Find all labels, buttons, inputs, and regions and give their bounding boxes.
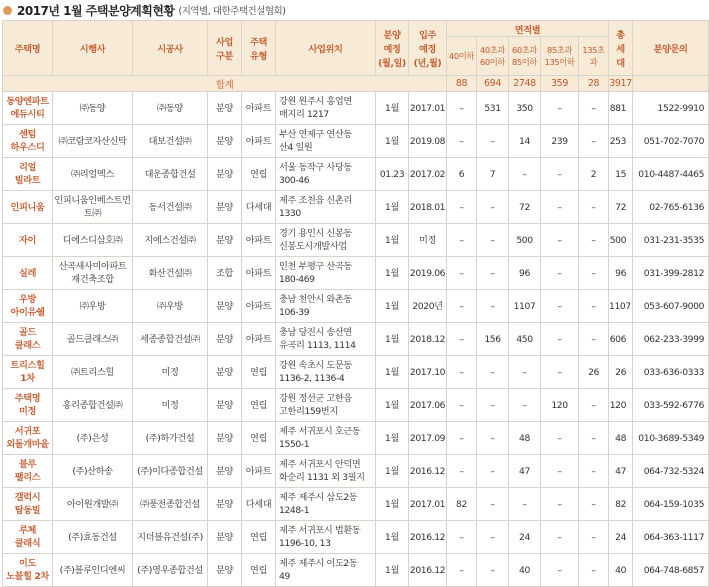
inquiry-phone-cell: 1522-9910 [633, 92, 709, 125]
area-4-cell: – [541, 191, 579, 224]
header-name: 주택명 [3, 21, 53, 76]
area-2-cell: – [477, 125, 509, 158]
area-1-cell: – [447, 455, 477, 488]
area-5-cell: – [579, 422, 609, 455]
developer-cell: 산곡새사미아파트 재건축조합 [53, 257, 133, 290]
header-developer: 시행사 [53, 21, 133, 76]
name-cell: 이도 노블힐 2차 [3, 554, 53, 587]
inquiry-phone-cell: 033-592-6776 [633, 389, 709, 422]
sale-month-cell: 1월 [376, 323, 409, 356]
area-1-cell: – [447, 521, 477, 554]
area-5-cell: 26 [579, 356, 609, 389]
move-in-cell: 2019.08 [409, 125, 447, 158]
housing-sales-table [2, 20, 709, 587]
header-move-in: 입주 예정 (년,월) [409, 21, 447, 76]
header-area-5: 135초과 [579, 37, 609, 76]
location-cell: 제주 서귀포시 법환동 1196-10, 13 [276, 521, 376, 554]
page-subtitle: (지역별, 대한주택건설협회) [178, 6, 286, 17]
housing-type-cell: 연립 [242, 389, 276, 422]
area-5-cell: – [579, 488, 609, 521]
name-cell: 동양엔파트 에듀시티 [3, 92, 53, 125]
area-2-cell: – [477, 224, 509, 257]
area-1-cell: 82 [447, 488, 477, 521]
builder-cell: (주)영우종합건설 [133, 554, 208, 587]
area-5-cell: – [579, 191, 609, 224]
developer-cell: ㈜트리스힐 [53, 356, 133, 389]
total-units-cell: 1107 [609, 290, 633, 323]
total-units-cell: 24 [609, 521, 633, 554]
area-3-cell: 47 [509, 455, 541, 488]
area-4-cell: – [541, 92, 579, 125]
inquiry-phone-cell: 064-732-5324 [633, 455, 709, 488]
move-in-cell: 2017.01 [409, 92, 447, 125]
area-1-cell: – [447, 422, 477, 455]
area-1-cell: – [447, 554, 477, 587]
table-row [3, 488, 709, 521]
area-1-cell: – [447, 356, 477, 389]
header-housing-type: 주택 유형 [242, 21, 276, 76]
total-units-cell: 15 [609, 158, 633, 191]
housing-type-cell: 아파트 [242, 92, 276, 125]
developer-cell: ㈜리얼멕스 [53, 158, 133, 191]
table-row [3, 92, 709, 125]
total-units-cell: 26 [609, 356, 633, 389]
housing-type-cell: 아파트 [242, 257, 276, 290]
area-4-cell: – [541, 224, 579, 257]
developer-cell: 골드클래스㈜ [53, 323, 133, 356]
business-type-cell: 분양 [208, 290, 242, 323]
area-4-cell: – [541, 554, 579, 587]
location-cell: 제주 제주시 삼도2동 1248-1 [276, 488, 376, 521]
inquiry-phone-cell: 062-233-3999 [633, 323, 709, 356]
area-1-cell: – [447, 257, 477, 290]
location-cell: 인천 부평구 산곡동 180-469 [276, 257, 376, 290]
header-area: 면적별 [447, 21, 609, 37]
builder-cell: 미정 [133, 356, 208, 389]
move-in-cell: 2018.12 [409, 323, 447, 356]
location-cell: 강원 정선군 고한읍 고한리159번지 [276, 389, 376, 422]
housing-type-cell: 아파트 [242, 455, 276, 488]
builder-cell: 미정 [133, 389, 208, 422]
total-units-cell: 47 [609, 455, 633, 488]
developer-cell: (주)은성 [53, 422, 133, 455]
builder-cell: 동서건설㈜ [133, 191, 208, 224]
sale-month-cell: 01.23 [376, 158, 409, 191]
area-1-cell: – [447, 191, 477, 224]
table-row [3, 125, 709, 158]
business-type-cell: 분양 [208, 455, 242, 488]
housing-type-cell: 다세대 [242, 191, 276, 224]
header-area-2: 40초과 60이하 [477, 37, 509, 76]
inquiry-phone-cell: 053-607-9000 [633, 290, 709, 323]
move-in-cell: 2017.06 [409, 389, 447, 422]
housing-type-cell: 아파트 [242, 224, 276, 257]
area-1-cell: – [447, 125, 477, 158]
move-in-cell: 2017.09 [409, 422, 447, 455]
business-type-cell: 분양 [208, 488, 242, 521]
table-row [3, 554, 709, 587]
total-units-cell: 82 [609, 488, 633, 521]
area-2-cell: – [477, 422, 509, 455]
header-area-3: 60초과 85이하 [509, 37, 541, 76]
move-in-cell: 2017.01 [409, 488, 447, 521]
business-type-cell: 분양 [208, 125, 242, 158]
developer-cell: (주)산하송 [53, 455, 133, 488]
business-type-cell: 분양 [208, 224, 242, 257]
sale-month-cell: 1월 [376, 290, 409, 323]
name-cell: 자이 [3, 224, 53, 257]
total-units-cell: 120 [609, 389, 633, 422]
name-cell: 갤럭시 탑동빌 [3, 488, 53, 521]
builder-cell: ㈜동양 [133, 92, 208, 125]
area-3-cell: 500 [509, 224, 541, 257]
name-cell: 트리스힐 1차 [3, 356, 53, 389]
business-type-cell: 분양 [208, 554, 242, 587]
area-4-cell: – [541, 158, 579, 191]
move-in-cell: 2017.02 [409, 158, 447, 191]
developer-cell: (주)효동건설 [53, 521, 133, 554]
area-5-cell: – [579, 521, 609, 554]
area-2-cell: – [477, 554, 509, 587]
move-in-cell: 2017.10 [409, 356, 447, 389]
name-cell: 우방 아이유쉘 [3, 290, 53, 323]
housing-type-cell: 연립 [242, 554, 276, 587]
name-cell: 인피니움 [3, 191, 53, 224]
sale-month-cell: 1월 [376, 257, 409, 290]
table-row [3, 158, 709, 191]
sale-month-cell: 1월 [376, 92, 409, 125]
area-4-cell: – [541, 422, 579, 455]
move-in-cell: 2020년 [409, 290, 447, 323]
inquiry-phone-cell: 02-765-6136 [633, 191, 709, 224]
area-2-cell: – [477, 488, 509, 521]
business-type-cell: 분양 [208, 389, 242, 422]
area-1-cell: – [447, 92, 477, 125]
sale-month-cell: 1월 [376, 422, 409, 455]
area-4-cell: – [541, 356, 579, 389]
sale-month-cell: 1월 [376, 224, 409, 257]
header-business-type: 사업 구분 [208, 21, 242, 76]
total-units-cell: 253 [609, 125, 633, 158]
business-type-cell: 분양 [208, 323, 242, 356]
move-in-cell: 미정 [409, 224, 447, 257]
developer-cell: 홍리종합건설㈜ [53, 389, 133, 422]
inquiry-phone-cell: 031-399-2812 [633, 257, 709, 290]
builder-cell: 화산건설㈜ [133, 257, 208, 290]
move-in-cell: 2019.06 [409, 257, 447, 290]
total-area-5: 28 [579, 76, 609, 92]
header-inquiry: 분양문의 [633, 21, 709, 76]
area-2-cell: – [477, 455, 509, 488]
area-1-cell: 6 [447, 158, 477, 191]
builder-cell: 세종종합건설㈜ [133, 323, 208, 356]
table-row [3, 257, 709, 290]
total-area-2: 694 [477, 76, 509, 92]
location-cell: 충남 당진시 송산면 유곡리 1113, 1114 [276, 323, 376, 356]
title-bar [0, 0, 709, 20]
area-4-cell: – [541, 455, 579, 488]
header-area-1: 40이하 [447, 37, 477, 76]
area-3-cell: – [509, 488, 541, 521]
total-units-cell: 500 [609, 224, 633, 257]
builder-cell: 대보건설㈜ [133, 125, 208, 158]
area-3-cell: – [509, 158, 541, 191]
builder-cell: (주)하가건설 [133, 422, 208, 455]
area-3-cell: 1107 [509, 290, 541, 323]
name-cell: 리얼 빌라트 [3, 158, 53, 191]
total-area-1: 88 [447, 76, 477, 92]
move-in-cell: 2016.12 [409, 554, 447, 587]
sale-month-cell: 1월 [376, 389, 409, 422]
location-cell: 제주 서귀포시 호근동 1550-1 [276, 422, 376, 455]
move-in-cell: 2016.12 [409, 521, 447, 554]
location-cell: 충남 천안시 와촌동 106-39 [276, 290, 376, 323]
builder-cell: 지더블유건설(주) [133, 521, 208, 554]
table-row [3, 290, 709, 323]
area-4-cell: – [541, 488, 579, 521]
area-2-cell: – [477, 191, 509, 224]
location-cell: 부산 연제구 연산동 산4 일원 [276, 125, 376, 158]
name-cell: 서귀포 외돌개마을 [3, 422, 53, 455]
business-type-cell: 분양 [208, 521, 242, 554]
developer-cell: ㈜코람코자산신탁 [53, 125, 133, 158]
inquiry-phone-cell: 010-3689-5349 [633, 422, 709, 455]
area-5-cell: – [579, 257, 609, 290]
developer-cell: 인피니움인베스트먼트㈜ [53, 191, 133, 224]
total-units-cell: 72 [609, 191, 633, 224]
developer-cell: (주)블루인디엔씨 [53, 554, 133, 587]
sale-month-cell: 1월 [376, 191, 409, 224]
table-row [3, 389, 709, 422]
sale-month-cell: 1월 [376, 488, 409, 521]
housing-type-cell: 아파트 [242, 290, 276, 323]
name-cell: 블루 팰리스 [3, 455, 53, 488]
table-row [3, 224, 709, 257]
area-1-cell: – [447, 323, 477, 356]
area-5-cell: – [579, 455, 609, 488]
area-2-cell: – [477, 290, 509, 323]
table-row [3, 521, 709, 554]
total-label: 합계 [3, 76, 447, 92]
area-2-cell: – [477, 257, 509, 290]
total-inquiry-empty [633, 76, 709, 92]
header-builder: 시공사 [133, 21, 208, 76]
page-title: 2017년 1월 주택분양계획현황 [17, 3, 175, 18]
move-in-cell: 2018.01 [409, 191, 447, 224]
area-3-cell: 24 [509, 521, 541, 554]
area-3-cell: 40 [509, 554, 541, 587]
inquiry-phone-cell: 064-748-6857 [633, 554, 709, 587]
table-row [3, 422, 709, 455]
housing-type-cell: 연립 [242, 422, 276, 455]
location-cell: 제주 조천읍 신촌리 1330 [276, 191, 376, 224]
area-5-cell: – [579, 92, 609, 125]
header-sale-month: 분양 예정 (월,일) [376, 21, 409, 76]
area-3-cell: – [509, 389, 541, 422]
area-5-cell: – [579, 125, 609, 158]
housing-type-cell: 다세대 [242, 488, 276, 521]
business-type-cell: 분양 [208, 356, 242, 389]
business-type-cell: 분양 [208, 92, 242, 125]
builder-cell: (주)이다종합건설 [133, 455, 208, 488]
location-cell: 경기 용인시 신봉동 신봉도시개발사업 [276, 224, 376, 257]
area-2-cell: – [477, 389, 509, 422]
housing-type-cell: 연립 [242, 521, 276, 554]
area-2-cell: 531 [477, 92, 509, 125]
area-5-cell: – [579, 290, 609, 323]
area-2-cell: – [477, 521, 509, 554]
area-4-cell: 120 [541, 389, 579, 422]
area-3-cell: 350 [509, 92, 541, 125]
area-3-cell: 48 [509, 422, 541, 455]
header-location: 사업위치 [276, 21, 376, 76]
inquiry-phone-cell: 033-636-0333 [633, 356, 709, 389]
area-4-cell: – [541, 323, 579, 356]
table-row [3, 455, 709, 488]
area-2-cell: 156 [477, 323, 509, 356]
name-cell: 골드 클래스 [3, 323, 53, 356]
business-type-cell: 조합 [208, 257, 242, 290]
total-units-cell: 40 [609, 554, 633, 587]
builder-cell: ㈜우방 [133, 290, 208, 323]
inquiry-phone-cell: 051-702-7070 [633, 125, 709, 158]
area-3-cell: 450 [509, 323, 541, 356]
total-row [3, 76, 709, 92]
area-5-cell: 2 [579, 158, 609, 191]
sale-month-cell: 1월 [376, 356, 409, 389]
total-units-cell: 48 [609, 422, 633, 455]
area-2-cell: 7 [477, 158, 509, 191]
location-cell: 강원 원주시 흥업면 매지리 1217 [276, 92, 376, 125]
area-1-cell: – [447, 389, 477, 422]
housing-type-cell: 아파트 [242, 125, 276, 158]
total-area-3: 2748 [509, 76, 541, 92]
area-5-cell: – [579, 554, 609, 587]
total-units-cell: 96 [609, 257, 633, 290]
total-units-cell: 881 [609, 92, 633, 125]
table-row [3, 191, 709, 224]
area-1-cell: – [447, 290, 477, 323]
inquiry-phone-cell: 064-363-1117 [633, 521, 709, 554]
area-5-cell: – [579, 224, 609, 257]
table-row [3, 356, 709, 389]
builder-cell: ㈜풍전종합건설 [133, 488, 208, 521]
name-cell: 루체 클래식 [3, 521, 53, 554]
area-3-cell: 14 [509, 125, 541, 158]
area-2-cell: – [477, 356, 509, 389]
location-cell: 서울 동작구 사당동 300-46 [276, 158, 376, 191]
developer-cell: 아이원개발㈜ [53, 488, 133, 521]
total-units-cell: 606 [609, 323, 633, 356]
name-cell: 실레 [3, 257, 53, 290]
area-5-cell: – [579, 323, 609, 356]
inquiry-phone-cell: 064-159-1035 [633, 488, 709, 521]
bullet-icon [3, 6, 12, 15]
header-area-4: 85초과 135이하 [541, 37, 579, 76]
total-units: 3917 [609, 76, 633, 92]
location-cell: 제주 서귀포시 안덕면 화순리 1131 외 3필지 [276, 455, 376, 488]
inquiry-phone-cell: 010-4487-4465 [633, 158, 709, 191]
name-cell: 주택명 미정 [3, 389, 53, 422]
inquiry-phone-cell: 031-231-3535 [633, 224, 709, 257]
sale-month-cell: 1월 [376, 125, 409, 158]
business-type-cell: 분양 [208, 422, 242, 455]
sale-month-cell: 1월 [376, 455, 409, 488]
builder-cell: 지에스건설㈜ [133, 224, 208, 257]
business-type-cell: 분양 [208, 191, 242, 224]
area-3-cell: 96 [509, 257, 541, 290]
name-cell: 센텀 하우스디 [3, 125, 53, 158]
housing-type-cell: 아파트 [242, 323, 276, 356]
developer-cell: 디에스디삼호㈜ [53, 224, 133, 257]
sale-month-cell: 1월 [376, 554, 409, 587]
area-1-cell: – [447, 224, 477, 257]
area-4-cell: 239 [541, 125, 579, 158]
total-area-4: 359 [541, 76, 579, 92]
builder-cell: 대운종합건설 [133, 158, 208, 191]
area-4-cell: – [541, 521, 579, 554]
location-cell: 강원 속초시 도문동 1136-2, 1136-4 [276, 356, 376, 389]
business-type-cell: 분양 [208, 158, 242, 191]
housing-type-cell: 연립 [242, 356, 276, 389]
housing-type-cell: 연립 [242, 158, 276, 191]
area-3-cell: 72 [509, 191, 541, 224]
sale-month-cell: 1월 [376, 521, 409, 554]
area-4-cell: – [541, 257, 579, 290]
area-5-cell: – [579, 389, 609, 422]
location-cell: 제주 제주시 이도2동 49 [276, 554, 376, 587]
table-row [3, 323, 709, 356]
area-4-cell: – [541, 290, 579, 323]
area-3-cell: – [509, 356, 541, 389]
move-in-cell: 2016.12 [409, 455, 447, 488]
developer-cell: ㈜동양 [53, 92, 133, 125]
header-total-units: 총 세 대 [609, 21, 633, 76]
developer-cell: ㈜우방 [53, 290, 133, 323]
